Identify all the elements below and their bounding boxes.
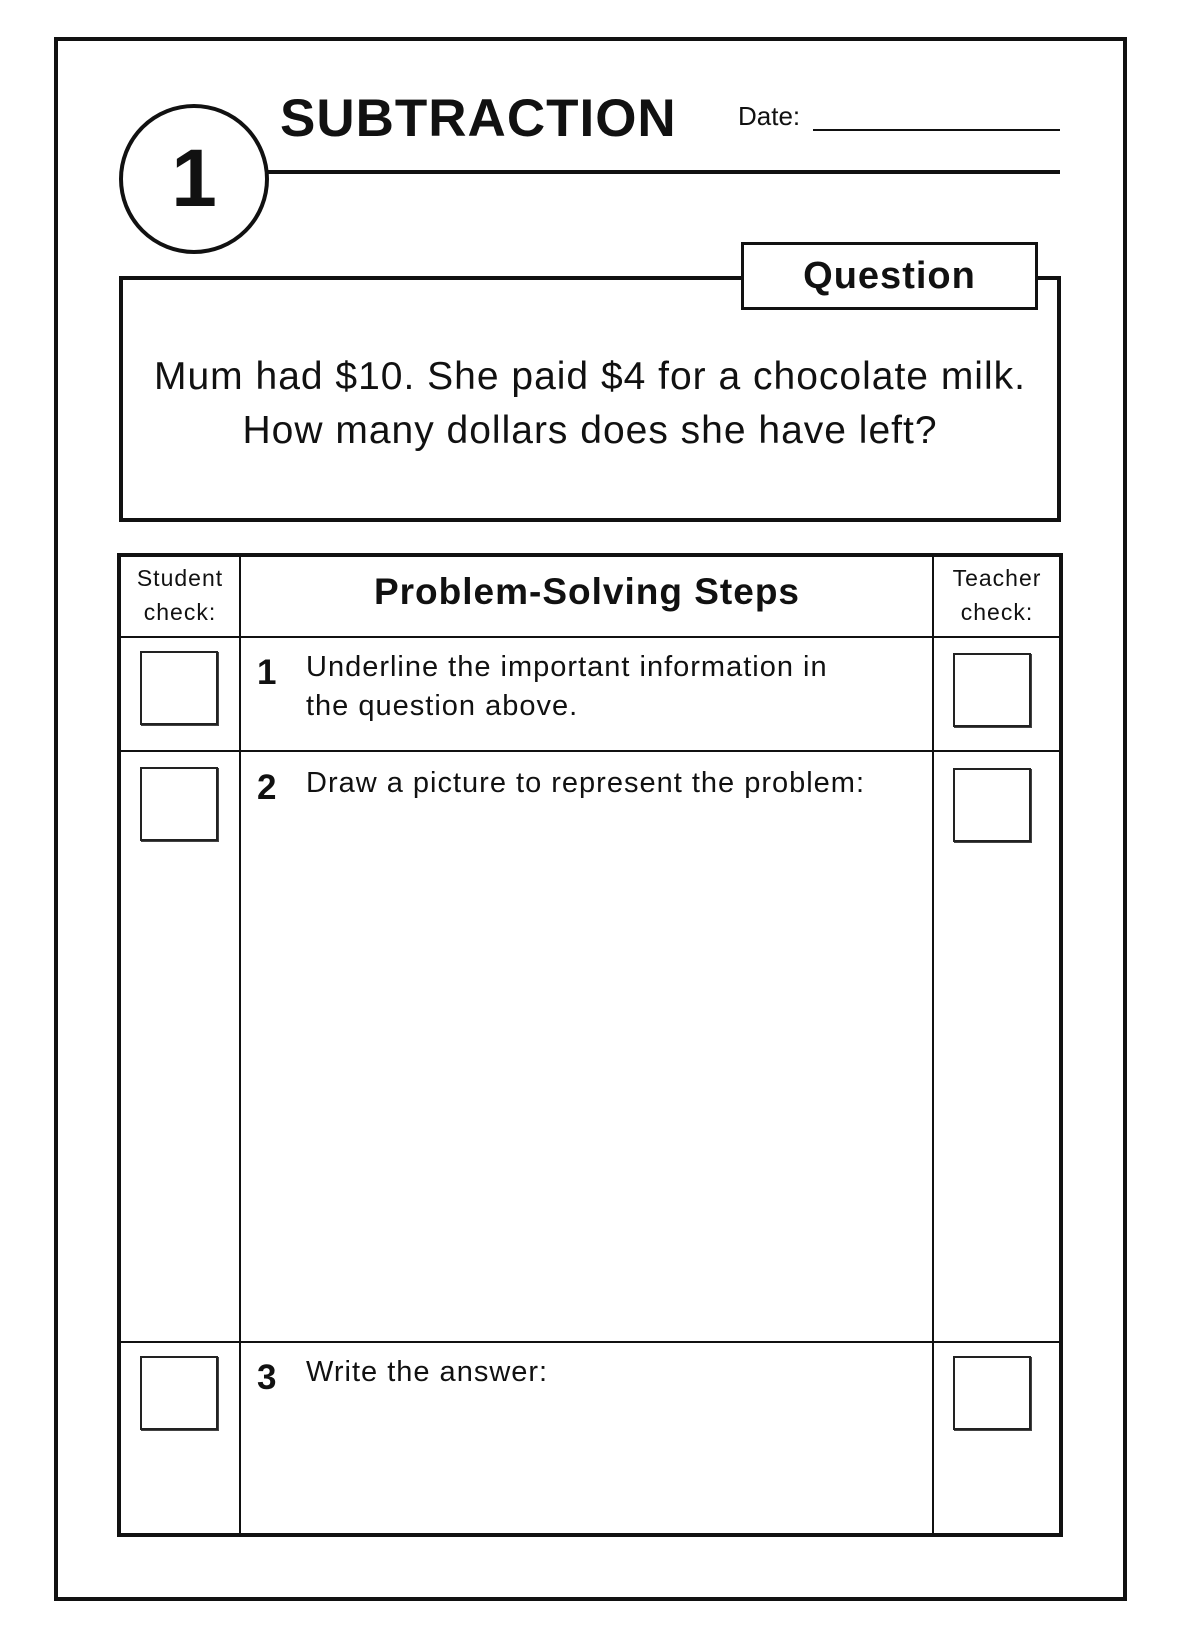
teacher-checkbox-step-1[interactable]	[953, 653, 1031, 727]
step-1-text-line-2: the question above.	[306, 690, 579, 722]
student-checkbox-step-3[interactable]	[140, 1356, 218, 1430]
student-check-header-line-2: check:	[143, 599, 217, 625]
step-1-divider	[117, 750, 1063, 752]
step-1-text	[306, 648, 828, 726]
title-underline	[266, 170, 1060, 174]
column-divider-right	[932, 553, 934, 1537]
step-3-text-line-1: Write the answer:	[306, 1356, 549, 1388]
teacher-checkbox-step-3[interactable]	[953, 1356, 1031, 1430]
date-label: Date:	[738, 101, 801, 131]
question-tab	[741, 242, 1038, 310]
teacher-check-header-line-1: Teacher	[952, 565, 1042, 591]
student-checkbox-step-1[interactable]	[140, 651, 218, 725]
step-2-text-line-1: Draw a picture to represent the problem:	[306, 767, 866, 799]
worksheet-title: SUBTRACTION	[280, 89, 677, 148]
step-1-text-line-1: Underline the important information in	[306, 651, 828, 683]
student-check-header	[121, 561, 239, 629]
step-3-number: 3	[257, 1358, 277, 1397]
step-2-number: 2	[257, 768, 277, 807]
question-text: Mum had $10. She paid $4 for a chocolate milk. How many dollars does she have left?	[154, 355, 1026, 452]
teacher-check-header-line-2: check:	[960, 599, 1034, 625]
step-3-text	[306, 1353, 548, 1392]
question-tab-label: Question	[803, 254, 976, 297]
student-checkbox-step-2[interactable]	[140, 767, 218, 841]
step-1-number: 1	[257, 653, 277, 692]
date-input-line[interactable]	[813, 129, 1060, 131]
teacher-checkbox-step-2[interactable]	[953, 768, 1031, 842]
step-2-text	[306, 764, 865, 803]
column-divider-left	[239, 553, 241, 1537]
teacher-check-header	[934, 561, 1060, 629]
header-row-divider	[117, 636, 1063, 638]
worksheet-number: 1	[171, 133, 217, 224]
step-2-divider	[117, 1341, 1063, 1343]
worksheet-number-badge	[119, 104, 269, 254]
student-check-header-line-1: Student	[136, 565, 224, 591]
steps-title: Problem-Solving Steps	[373, 571, 800, 612]
